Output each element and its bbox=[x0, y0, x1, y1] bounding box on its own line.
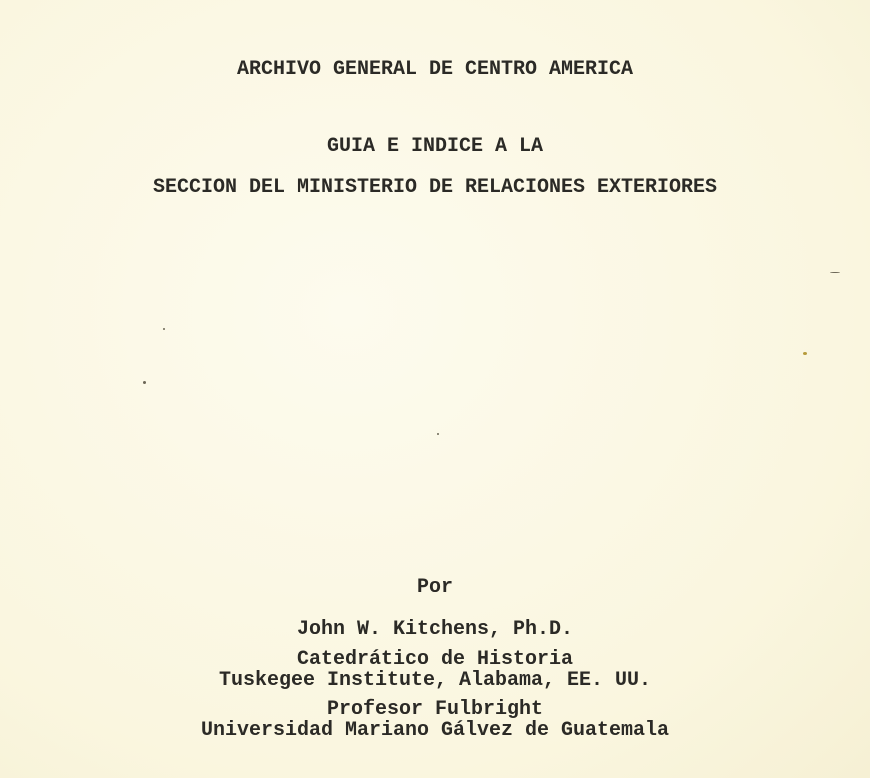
archive-heading: ARCHIVO GENERAL DE CENTRO AMERICA bbox=[236, 58, 634, 81]
author-institution-2: Universidad Mariano Gálvez de Guatemala bbox=[200, 719, 670, 742]
by-label: Por bbox=[416, 576, 453, 599]
paper-speck bbox=[437, 433, 439, 435]
author-name: John W. Kitchens, Ph.D. bbox=[296, 618, 574, 641]
paper-speck bbox=[163, 328, 165, 330]
paper-speck bbox=[803, 352, 807, 355]
title-line-1: GUIA E INDICE A LA bbox=[326, 135, 544, 158]
title-line-2: SECCION DEL MINISTERIO DE RELACIONES EXTERIORES bbox=[152, 176, 718, 199]
author-position-2: Profesor Fulbright bbox=[326, 698, 544, 721]
author-institution-1: Tuskegee Institute, Alabama, EE. UU. bbox=[218, 669, 652, 692]
paper-speck bbox=[143, 381, 146, 384]
author-position-1: Catedrático de Historia bbox=[296, 648, 574, 671]
paper-speck bbox=[830, 272, 840, 273]
